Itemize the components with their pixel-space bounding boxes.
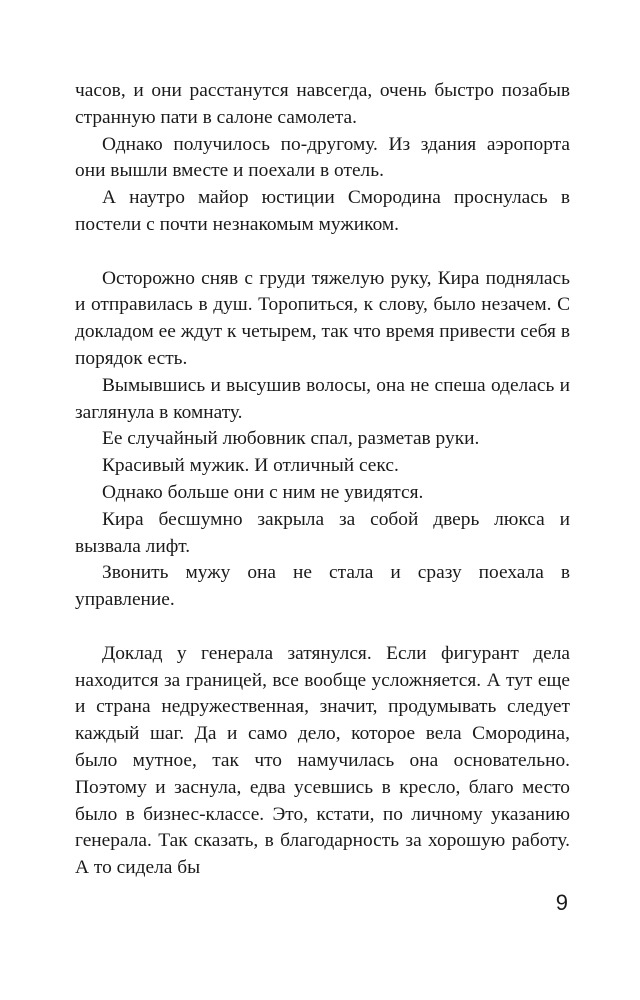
paragraph: Звонить мужу она не стала и сразу поехала в управление. [75, 562, 570, 611]
paragraph: Кира бесшумно закрыла за собой дверь люкса и вызвала лифт. [75, 508, 570, 557]
paragraph: А наутро майор юстиции Смородина проснулась в постели с почти незнакомым мужиком. [75, 187, 570, 235]
paragraph: Однако больше они с ним не увидятся. [102, 481, 424, 503]
paragraph: Ее случайный любовник спал, разметав руки. [102, 428, 480, 450]
section-break [75, 614, 570, 641]
section-break [75, 239, 570, 266]
page-number: 9 [555, 890, 568, 915]
page-body [75, 78, 570, 882]
paragraph: Доклад у генерала затянулся. Если фигурант дела находится за границей, все вообще усложняется. А тут еще и страна недружественная, значит, продумывать следует каждый шаг. Да и само дело, которое вела Смородина, было мутное, так что намучилась она основательно. Поэтому и заснула, едва усевшись в кресло, благо место было в бизнес-классе. Это, кстати, по личному указанию генерала. Так сказать, в благодарность за хорошую работу. А то сидела бы [75, 642, 570, 879]
paragraph: Однако получилось по-другому. Из здания аэропорта они вышли вместе и поехали в отель. [75, 133, 570, 182]
paragraph: Осторожно сняв с груди тяжелую руку, Кира поднялась и отправилась в душ. Торопиться, к слову, было незачем. С докладом ее ждут к четырем, так что время привести себя в порядок есть. [75, 267, 570, 369]
paragraph: Вымывшись и высушив волосы, она не спеша оделась и заглянула в комнату. [75, 374, 570, 423]
paragraph-continued: часов, и они расстанутся навсегда, очень быстро позабыв странную пати в салоне самолета. [75, 80, 570, 128]
paragraph: Красивый мужик. И отличный секс. [102, 455, 399, 477]
